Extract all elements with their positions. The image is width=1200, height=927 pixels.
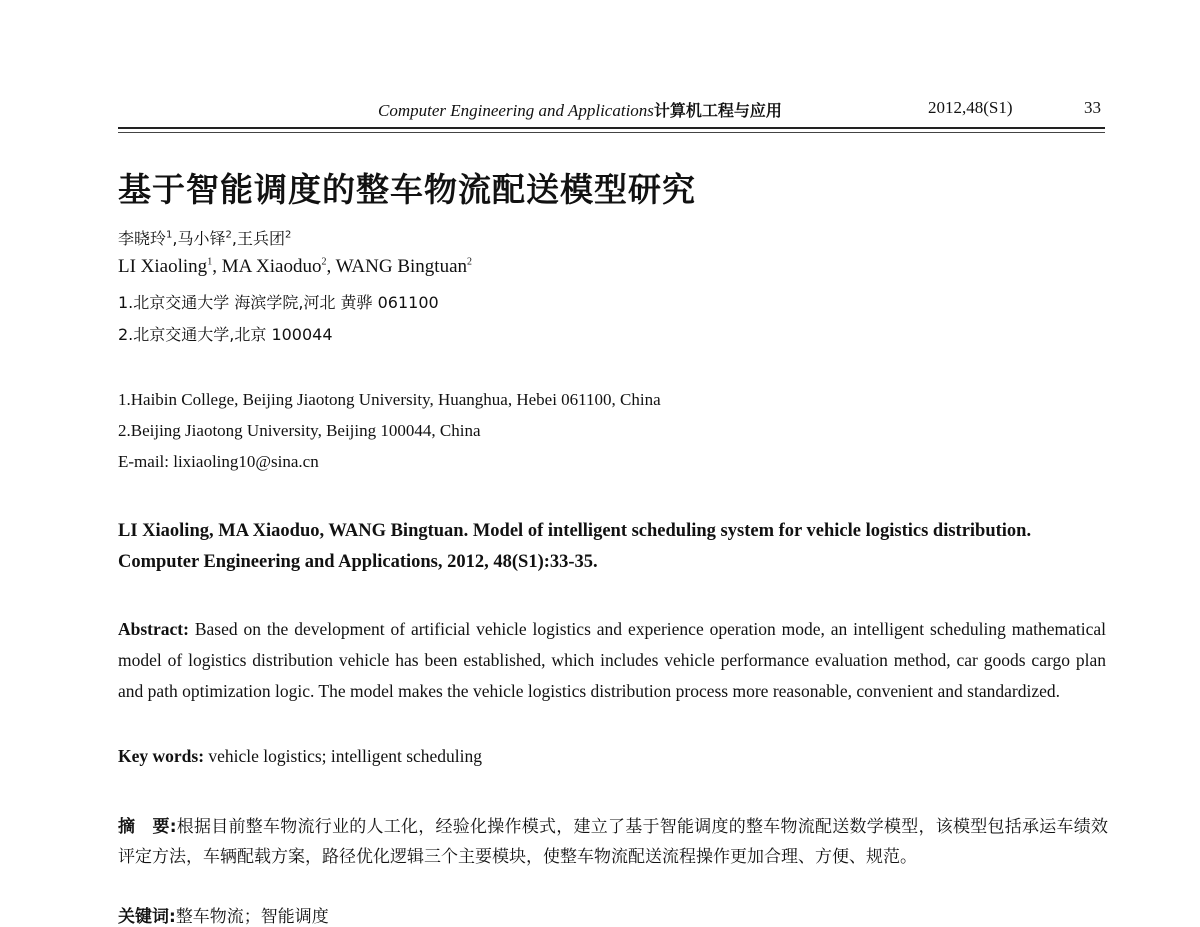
page-number: 33	[1084, 98, 1101, 117]
abstract-en	[118, 614, 1106, 707]
keywords-text: vehicle logistics; intelligent scheduling	[204, 746, 483, 766]
affiliation-1-en: 1.Haibin College, Beijing Jiaotong University, Huanghua, Hebei 061100, China	[118, 390, 661, 409]
running-header-journal	[378, 98, 782, 121]
issue-number: 2012,48(S1)	[928, 98, 1013, 117]
journal-name-en: Computer Engineering and Applications	[378, 101, 654, 120]
authors-en: LI Xiaoling$^1$, MA Xiaoduo$^2$, WANG Bingtuan$^2$	[118, 256, 473, 277]
journal-name-cn: 计算机工程与应用	[653, 101, 782, 120]
affiliation-1-cn: 1.北京交通大学 海滨学院,河北 黄骅 061100	[118, 293, 439, 312]
keywords-cn: 关键词:整车物流；智能调度	[118, 907, 329, 927]
abstract-text: Based on the development of artificial vehicle logistics and experience operation mode, an intelligent scheduling mathematical model of logistics distribution vehicle has been established, which includes vehicle performance evaluation method, car goods cargo plan and path optimization logic. The model makes the vehicle logistics distribution process more reasonable, convenient and standardized.	[118, 619, 1106, 701]
abstract-label: Abstract:	[118, 619, 189, 639]
keywords-en	[118, 741, 1106, 772]
authors-cn: 李晓玲$^1$,马小铎$^2$,王兵团$^2$	[118, 229, 292, 248]
paper-title: 基于智能调度的整车物流配送模型研究	[118, 170, 696, 209]
affiliation-2-cn: 2.北京交通大学,北京 100044	[118, 325, 333, 344]
abstract-cn	[118, 812, 1108, 872]
header-rule-thin	[118, 132, 1105, 133]
affiliation-2-en: 2.Beijing Jiaotong University, Beijing 100044, China	[118, 421, 481, 440]
abstract-cn-label: 摘 要:	[118, 817, 177, 837]
abstract-cn-text: 根据目前整车物流行业的人工化，经验化操作模式，建立了基于智能调度的整车物流配送数学模型，该模型包括承运车绩效评定方法，车辆配载方案，路径优化逻辑三个主要模块，使整车物流配送流程操作更加合理、方便、规范。	[118, 817, 1108, 867]
keywords-label: Key words:	[118, 746, 205, 766]
header-rule	[118, 127, 1105, 129]
email: E-mail: lixiaoling10@sina.cn	[118, 452, 319, 471]
citation: LI Xiaoling, MA Xiaoduo, WANG Bingtuan. Model of intelligent scheduling system for vehicle logistics distribution. Computer Engineering and Applications, 2012, 48(S1):33-35.	[118, 521, 1032, 572]
